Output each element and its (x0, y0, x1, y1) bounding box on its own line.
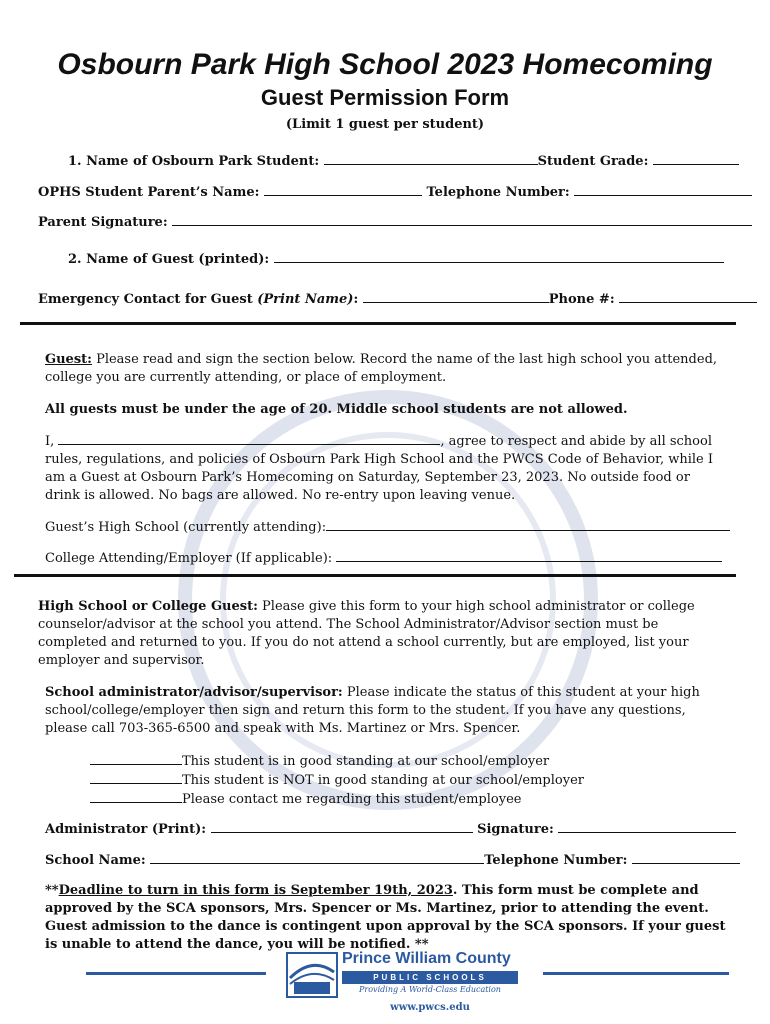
standing-option-label: This student is NOT in good standing at our school/employer (182, 773, 584, 788)
standing-option (90, 790, 584, 809)
parent-name-row (38, 183, 752, 200)
parent-name-label: OPHS Student Parent’s Name: (38, 185, 260, 200)
college-guest-heading: High School or College Guest: (38, 599, 258, 614)
form-subtitle: Guest Permission Form (260, 85, 510, 110)
guest-heading: Guest: (45, 352, 92, 367)
agreement-text-a: , agree to respect and abide by all school (440, 434, 712, 449)
logo-subtitle: PUBLIC SCHOOLS (342, 971, 518, 984)
standing-option (90, 752, 584, 771)
guest-name-row (68, 250, 724, 267)
emergency-contact-label: Emergency Contact for Guest (38, 292, 258, 307)
parent-signature-field[interactable] (172, 213, 752, 226)
age-notice: All guests must be under the age of 20. Middle school students are not allowed. (45, 402, 628, 417)
standing-option-label: This student is in good standing at our school/employer (182, 754, 550, 769)
student-grade-field[interactable] (653, 152, 739, 165)
deadline-text: . This form must be complete and approved by the SCA sponsors, Mrs. Spencer or Ms. Martinez, prior to attending the event. Guest admission to the dance is contingent upon approval by the SCA sponsors. If your guest is unable to attend the dance, you will be notified. ** (45, 883, 726, 952)
agreement-text-b: rules, regulations, and policies of Osbourn Park High School and the PWCS Code of Behavior, while I am a Guest at Osbourn Park’s Homecoming on Saturday, September 23, 2023. No outside food or drink is allowed. No bags are allowed. No re-entry upon leaving venue. (45, 452, 713, 503)
schoolhouse-icon (286, 952, 338, 998)
website-link[interactable]: www.pwcs.edu (390, 1002, 470, 1013)
guest-printed-name-field[interactable] (58, 432, 440, 445)
high-school-row (45, 518, 730, 535)
emergency-contact-row (38, 290, 757, 307)
footer-bar-left (86, 972, 266, 975)
college-label: College Attending/Employer (If applicable): (45, 551, 333, 566)
administrator-instructions (45, 684, 725, 738)
school-name-row (45, 851, 740, 868)
parent-signature-label: Parent Signature: (38, 215, 168, 230)
pwcs-logo (286, 950, 521, 1022)
parent-signature-row (38, 213, 752, 230)
student-name-label: 1. Name of Osbourn Park Student: (68, 154, 320, 169)
standing-option-check[interactable] (90, 771, 182, 784)
school-name-field[interactable] (150, 851, 484, 864)
college-field[interactable] (336, 549, 722, 562)
emergency-contact-colon: : (353, 292, 359, 307)
section-divider (20, 322, 736, 325)
student-name-row (68, 152, 739, 169)
standing-option-check[interactable] (90, 790, 182, 803)
parent-name-field[interactable] (264, 183, 422, 196)
guest-agreement (45, 432, 725, 505)
deadline-prefix: ** (45, 883, 59, 898)
guest-instructions (45, 351, 725, 387)
administrator-signature-field[interactable] (558, 820, 736, 833)
form-title: Osbourn Park High School 2023 Homecoming (57, 48, 713, 81)
administrator-heading: School administrator/advisor/supervisor: (45, 685, 343, 700)
logo-tagline: Providing A World-Class Education (359, 985, 501, 994)
college-guest-text: Please give this form to your high school administrator or college counselor/advisor at the school you attend. The School Administrator/Advisor section must be completed and returned to you. If you do not attend a school currently, but are employed, list your employer and supervisor. (38, 599, 695, 668)
student-grade-label: Student Grade: (537, 154, 649, 169)
standing-option-check[interactable] (90, 752, 182, 765)
logo-name: Prince William County (342, 950, 511, 967)
college-row (45, 549, 722, 566)
college-guest-instructions (38, 598, 728, 670)
standing-option (90, 771, 584, 790)
school-telephone-field[interactable] (632, 851, 740, 864)
administrator-print-field[interactable] (211, 820, 473, 833)
parent-telephone-field[interactable] (574, 183, 752, 196)
guest-intro-text: Please read and sign the section below. Record the name of the last high school you attended, college you are currently attending, or place of employment. (45, 352, 718, 385)
footer-bar-right (543, 972, 729, 975)
section-divider-2 (14, 574, 736, 577)
standing-options (90, 752, 584, 809)
school-name-label: School Name: (45, 853, 146, 868)
school-telephone-label: Telephone Number: (484, 853, 628, 868)
deadline-date: Deadline to turn in this form is September 19th, 2023 (58, 883, 453, 898)
phone-label: Phone #: (548, 292, 615, 307)
administrator-print-label: Administrator (Print): (45, 822, 207, 837)
deadline-notice (45, 882, 735, 954)
administrator-text: Please indicate the status of this student at your high school/college/employer then sign and return this form to the student. If you have any questions, please call 703-365-6500 and speak with Ms. Martinez or Mrs. Spencer. (45, 685, 700, 736)
emergency-contact-label-italic: (Print Name) (257, 292, 354, 307)
parent-telephone-label: Telephone Number: (426, 185, 570, 200)
guest-name-label: 2. Name of Guest (printed): (68, 252, 270, 267)
student-name-field[interactable] (324, 152, 538, 165)
standing-option-label: Please contact me regarding this student/employee (182, 792, 522, 807)
administrator-signature-label: Signature: (477, 822, 554, 837)
high-school-field[interactable] (326, 518, 730, 531)
administrator-row (45, 820, 736, 837)
guest-limit-note: (Limit 1 guest per student) (285, 117, 485, 132)
phone-field[interactable] (619, 290, 757, 303)
agreement-start: I, (45, 434, 55, 449)
emergency-contact-field[interactable] (363, 290, 549, 303)
high-school-label: Guest’s High School (currently attending): (45, 520, 327, 535)
guest-name-field[interactable] (274, 250, 724, 263)
